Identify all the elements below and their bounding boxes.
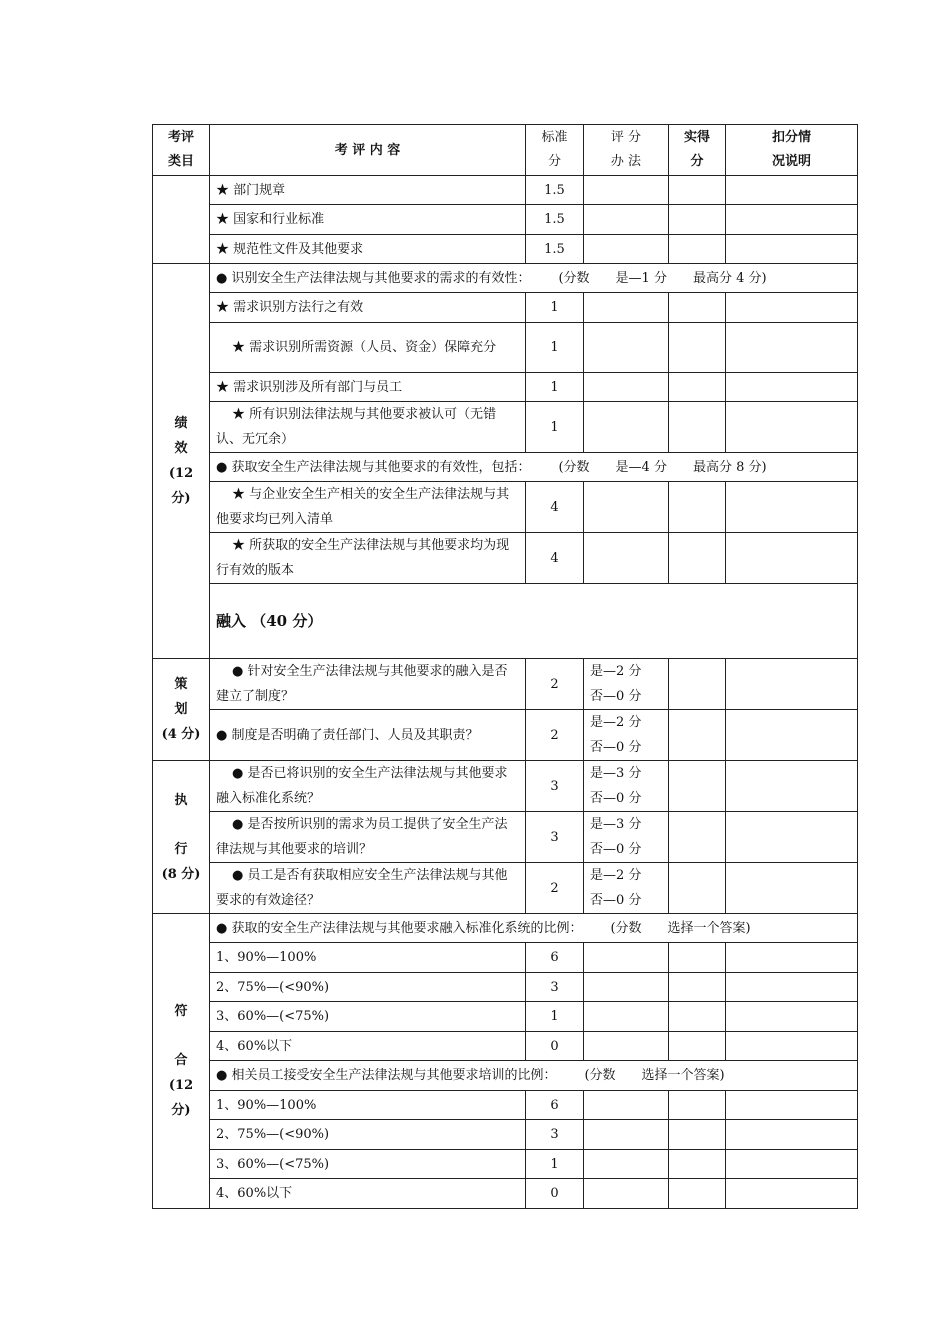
method-cell	[584, 533, 669, 584]
item-text: ★ 需求识别涉及所有部门与员工	[210, 373, 526, 402]
header-method: 评 分 办 法	[584, 125, 669, 176]
deduction-cell[interactable]	[726, 533, 858, 584]
actual-score-cell[interactable]	[669, 863, 726, 914]
category-points: (4 分)	[161, 727, 201, 742]
actual-score-cell[interactable]	[669, 1032, 726, 1061]
standard-score: 1.5	[526, 235, 584, 264]
table-row	[153, 761, 858, 812]
category-char: 策	[174, 677, 188, 692]
group-heading-text: ● 识别安全生产法律法规与其他要求的需求的有效性：	[216, 270, 531, 286]
actual-score-cell[interactable]	[669, 943, 726, 973]
actual-score-cell[interactable]	[669, 235, 726, 264]
table-row	[153, 973, 858, 1002]
item-text: ● 制度是否明确了责任部门、人员及其职责？	[210, 710, 526, 761]
option-text: 3、60%—(<75%)	[210, 1150, 526, 1179]
table-row	[153, 943, 858, 973]
actual-score-cell[interactable]	[669, 1150, 726, 1179]
standard-score: 3	[526, 761, 584, 812]
item-text: ★ 国家和行业标准	[210, 205, 526, 235]
table-row	[153, 293, 858, 323]
method-cell	[584, 293, 669, 323]
method-cell	[584, 482, 669, 533]
method-cell	[584, 373, 669, 402]
method-cell	[584, 761, 669, 812]
table-row	[153, 1120, 858, 1150]
standard-score: 2	[526, 863, 584, 914]
header-standard-score: 标准 分	[526, 125, 584, 176]
method-no: 否—0 分	[590, 842, 642, 857]
category-execution	[153, 761, 210, 914]
item-text: ★ 部门规章	[210, 176, 526, 205]
deduction-cell[interactable]	[726, 973, 858, 1002]
method-yes: 是—3 分	[590, 817, 642, 832]
standard-score: 1	[526, 373, 584, 402]
header-row	[153, 125, 858, 176]
table-row	[153, 659, 858, 710]
category-planning	[153, 659, 210, 761]
group-heading-text: ● 获取安全生产法律法规与其他要求的有效性，包括：	[216, 459, 531, 475]
method-cell	[584, 1120, 669, 1150]
header-content: 考 评 内 容	[210, 125, 526, 176]
method-cell	[584, 176, 669, 205]
item-text: ● 是否按所识别的需求为员工提供了安全生产法律法规与其他要求的培训？	[210, 812, 526, 863]
table-row	[153, 812, 858, 863]
actual-score-cell[interactable]	[669, 176, 726, 205]
standard-score: 2	[526, 710, 584, 761]
standard-score: 1	[526, 402, 584, 453]
group-heading-note: (分数 选择一个答案)	[610, 920, 751, 936]
method-yes: 是—2 分	[590, 868, 642, 883]
method-cell	[584, 973, 669, 1002]
standard-score: 4	[526, 482, 584, 533]
deduction-cell[interactable]	[726, 1002, 858, 1032]
actual-score-cell[interactable]	[669, 1120, 726, 1150]
option-text: 3、60%—(<75%)	[210, 1002, 526, 1032]
option-text: 4、60%以下	[210, 1032, 526, 1061]
item-text: ★ 所获取的安全生产法律法规与其他要求均为现行有效的版本	[210, 533, 526, 584]
method-cell	[584, 812, 669, 863]
group-head-row	[153, 1061, 858, 1091]
option-text: 4、60%以下	[210, 1179, 526, 1209]
method-cell	[584, 205, 669, 235]
header-actual-score: 实得 分	[669, 125, 726, 176]
standard-score: 0	[526, 1032, 584, 1061]
group-heading	[210, 264, 858, 293]
header-category: 考评 类目	[153, 125, 210, 176]
actual-score-cell[interactable]	[669, 373, 726, 402]
table-row	[153, 235, 858, 264]
deduction-cell[interactable]	[726, 402, 858, 453]
actual-score-cell[interactable]	[669, 1002, 726, 1032]
table-row	[153, 863, 858, 914]
standard-score: 6	[526, 1091, 584, 1120]
table-row	[153, 373, 858, 402]
deduction-cell[interactable]	[726, 1120, 858, 1150]
item-text: ★ 与企业安全生产相关的安全生产法律法规与其他要求均已列入清单	[210, 482, 526, 533]
header-deduction: 扣分情 况说明	[726, 125, 858, 176]
actual-score-cell[interactable]	[669, 293, 726, 323]
deduction-cell[interactable]	[726, 1032, 858, 1061]
deduction-cell[interactable]	[726, 482, 858, 533]
deduction-cell[interactable]	[726, 1091, 858, 1120]
deduction-cell[interactable]	[726, 373, 858, 402]
deduction-cell[interactable]	[726, 176, 858, 205]
category-char: 合	[174, 1053, 188, 1068]
deduction-cell[interactable]	[726, 710, 858, 761]
category-conformance	[153, 914, 210, 1209]
method-cell	[584, 659, 669, 710]
deduction-cell[interactable]	[726, 1150, 858, 1179]
standard-score: 3	[526, 812, 584, 863]
section-title: 融入 （40 分）	[210, 584, 858, 659]
group-head-row	[153, 264, 858, 293]
table-row	[153, 205, 858, 235]
actual-score-cell[interactable]	[669, 402, 726, 453]
category-points: (8 分)	[161, 866, 201, 882]
standard-score: 1	[526, 293, 584, 323]
group-heading-text: ● 相关员工接受安全生产法律法规与其他要求培训的比例：	[216, 1068, 557, 1083]
table-row	[153, 1179, 858, 1209]
method-cell	[584, 323, 669, 373]
method-cell	[584, 1179, 669, 1209]
category-char: 绩	[174, 416, 188, 431]
standard-score: 6	[526, 943, 584, 973]
method-cell	[584, 710, 669, 761]
category-char: 行	[174, 841, 188, 857]
deduction-cell[interactable]	[726, 943, 858, 973]
item-text: ★ 需求识别所需资源（人员、资金）保障充分	[210, 323, 526, 373]
standard-score: 3	[526, 1120, 584, 1150]
actual-score-cell[interactable]	[669, 659, 726, 710]
standard-score: 1	[526, 1002, 584, 1032]
evaluation-table	[152, 124, 858, 1209]
table-row	[153, 176, 858, 205]
table-row	[153, 710, 858, 761]
group-heading	[210, 914, 858, 943]
category-points: (12 分)	[168, 1078, 194, 1118]
method-cell	[584, 1002, 669, 1032]
category-performance	[153, 264, 210, 659]
item-text: ● 针对安全生产法律法规与其他要求的融入是否建立了制度？	[210, 659, 526, 710]
actual-score-cell[interactable]	[669, 973, 726, 1002]
method-no: 否—0 分	[590, 689, 642, 704]
standard-score: 1.5	[526, 176, 584, 205]
table-row	[153, 402, 858, 453]
actual-score-cell[interactable]	[669, 533, 726, 584]
actual-score-cell[interactable]	[669, 1091, 726, 1120]
method-cell	[584, 235, 669, 264]
method-no: 否—0 分	[590, 791, 642, 806]
group-heading	[210, 453, 858, 482]
item-text: ● 是否已将识别的安全生产法律法规与其他要求融入标准化系统？	[210, 761, 526, 812]
table-row	[153, 1002, 858, 1032]
deduction-cell[interactable]	[726, 1179, 858, 1209]
category-char: 划	[174, 702, 188, 717]
option-text: 1、90%—100%	[210, 1091, 526, 1120]
category-char: 符	[174, 1004, 188, 1019]
group-heading-note: (分数 选择一个答案)	[584, 1068, 725, 1083]
group-head-row	[153, 914, 858, 943]
deduction-cell[interactable]	[726, 761, 858, 812]
group-heading-note: (分数 是—4 分 最高分 8 分)	[558, 459, 767, 475]
standard-score: 0	[526, 1179, 584, 1209]
method-yes: 是—2 分	[590, 715, 642, 730]
section-row	[153, 584, 858, 659]
deduction-cell[interactable]	[726, 323, 858, 373]
actual-score-cell[interactable]	[669, 482, 726, 533]
table-row	[153, 1032, 858, 1061]
actual-score-cell[interactable]	[669, 710, 726, 761]
method-cell	[584, 1091, 669, 1120]
option-text: 2、75%—(<90%)	[210, 1120, 526, 1150]
method-no: 否—0 分	[590, 740, 642, 755]
method-cell	[584, 943, 669, 973]
actual-score-cell[interactable]	[669, 812, 726, 863]
group-head-row	[153, 453, 858, 482]
deduction-cell[interactable]	[726, 205, 858, 235]
deduction-cell[interactable]	[726, 863, 858, 914]
category-char: 执	[174, 792, 188, 808]
actual-score-cell[interactable]	[669, 1179, 726, 1209]
method-yes: 是—2 分	[590, 664, 642, 679]
deduction-cell[interactable]	[726, 235, 858, 264]
actual-score-cell[interactable]	[669, 761, 726, 812]
table-row	[153, 1091, 858, 1120]
group-heading-note: (分数 是—1 分 最高分 4 分)	[558, 270, 767, 286]
item-text: ★ 所有识别法律法规与其他要求被认可（无错认、无冗余）	[210, 402, 526, 453]
table-row	[153, 533, 858, 584]
actual-score-cell[interactable]	[669, 205, 726, 235]
item-text: ● 员工是否有获取相应安全生产法律法规与其他要求的有效途径？	[210, 863, 526, 914]
option-text: 2、75%—(<90%)	[210, 973, 526, 1002]
group-heading-text: ● 获取的安全生产法律法规与其他要求融入标准化系统的比例：	[216, 920, 583, 936]
standard-score: 1	[526, 323, 584, 373]
deduction-cell[interactable]	[726, 293, 858, 323]
table-row	[153, 1150, 858, 1179]
method-cell	[584, 1032, 669, 1061]
category-cell	[153, 176, 210, 264]
standard-score: 2	[526, 659, 584, 710]
standard-score: 3	[526, 973, 584, 1002]
table-row	[153, 323, 858, 373]
method-no: 否—0 分	[590, 893, 642, 908]
table-row	[153, 482, 858, 533]
item-text: ★ 需求识别方法行之有效	[210, 293, 526, 323]
standard-score: 1.5	[526, 205, 584, 235]
actual-score-cell[interactable]	[669, 323, 726, 373]
category-points: (12 分)	[168, 466, 194, 506]
standard-score: 4	[526, 533, 584, 584]
deduction-cell[interactable]	[726, 812, 858, 863]
method-cell	[584, 1150, 669, 1179]
method-cell	[584, 863, 669, 914]
method-cell	[584, 402, 669, 453]
category-char: 效	[174, 441, 188, 456]
item-text: ★ 规范性文件及其他要求	[210, 235, 526, 264]
standard-score: 1	[526, 1150, 584, 1179]
method-yes: 是—3 分	[590, 766, 642, 781]
deduction-cell[interactable]	[726, 659, 858, 710]
group-heading	[210, 1061, 858, 1091]
option-text: 1、90%—100%	[210, 943, 526, 973]
